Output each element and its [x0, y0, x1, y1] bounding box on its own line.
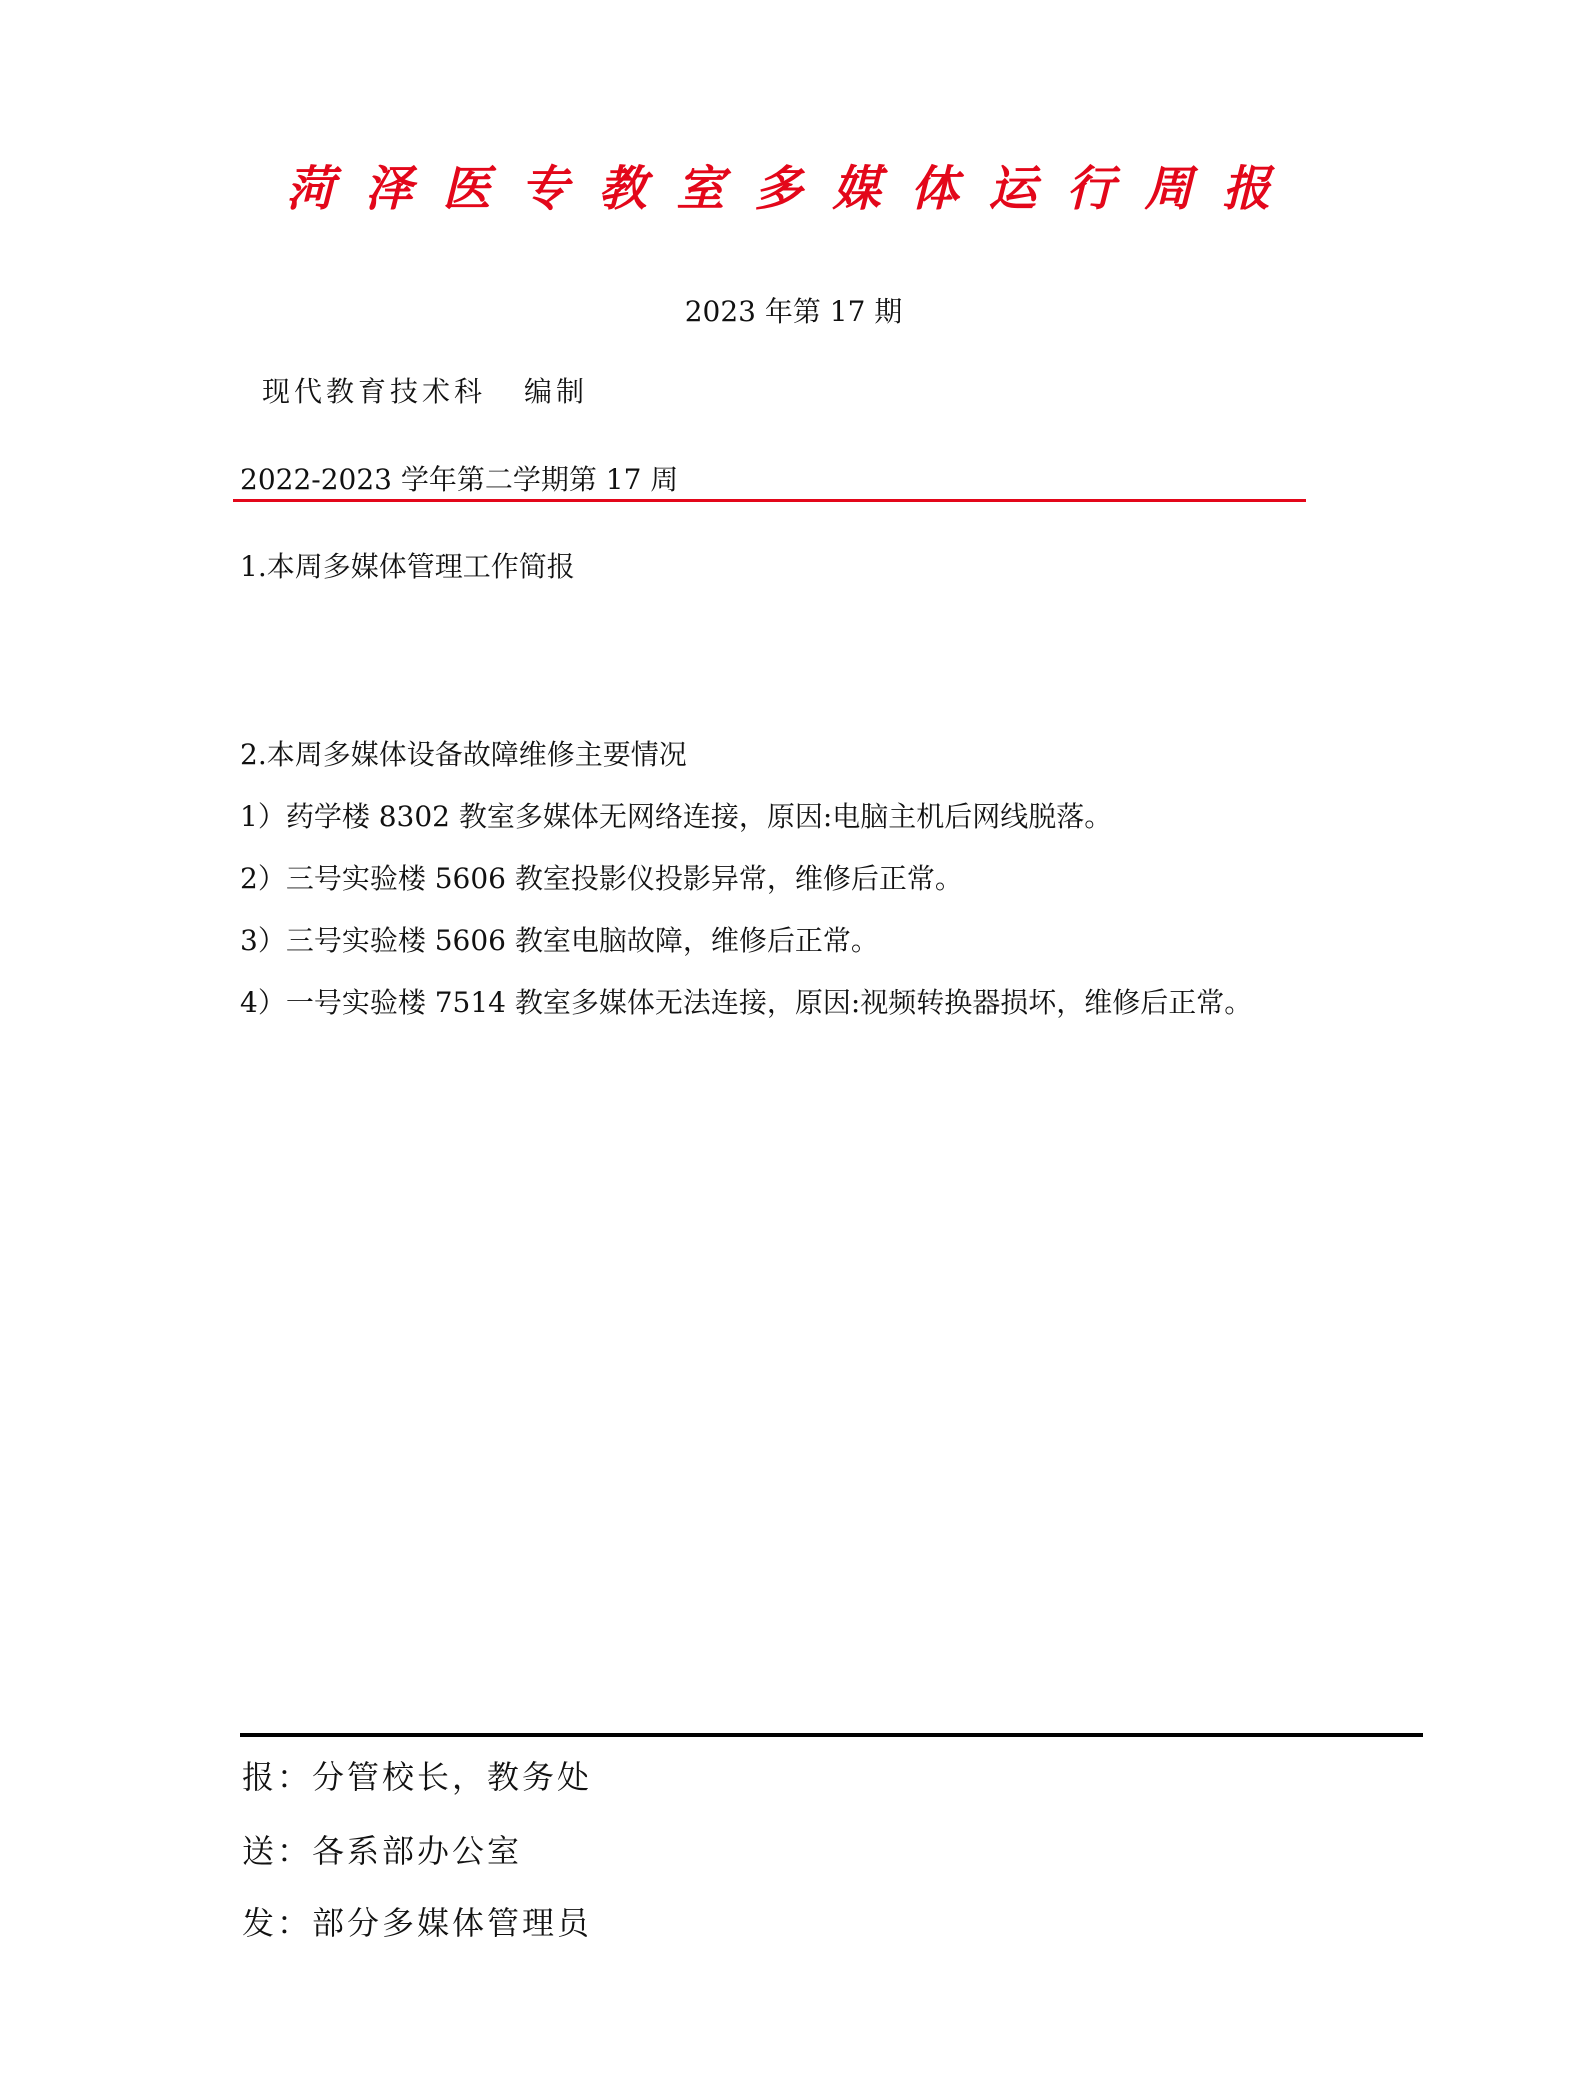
section-2-heading: 2.本周多媒体设备故障维修主要情况 [240, 738, 687, 771]
footer-black-rule [240, 1733, 1423, 1737]
section-1-heading: 1.本周多媒体管理工作简报 [240, 550, 575, 583]
distribution-issue: 发：部分多媒体管理员 [242, 1904, 593, 1942]
repair-item: 1）药学楼 8302 教室多媒体无网络连接，原因:电脑主机后网线脱落。 [240, 800, 1113, 833]
compiler-line [262, 370, 588, 410]
repair-item: 3）三号实验楼 5606 教室电脑故障，维修后正常。 [240, 924, 879, 957]
report-title: 菏泽医专教室多媒体运行周报 [286, 161, 1301, 217]
issue-number: 2023 年第 17 期 [684, 295, 903, 328]
header-red-rule [233, 499, 1306, 502]
compiler-department: 现代教育技术科 [262, 375, 487, 408]
distribution-report: 报：分管校长，教务处 [242, 1758, 593, 1796]
distribution-send: 送：各系部办公室 [242, 1832, 523, 1870]
compiler-action: 编制 [524, 375, 589, 408]
repair-item: 4）一号实验楼 7514 教室多媒体无法连接，原因:视频转换器损坏，维修后正常。 [240, 986, 1253, 1019]
repair-item: 2）三号实验楼 5606 教室投影仪投影异常，维修后正常。 [240, 862, 963, 895]
term-line: 2022-2023 学年第二学期第 17 周 [240, 463, 679, 496]
